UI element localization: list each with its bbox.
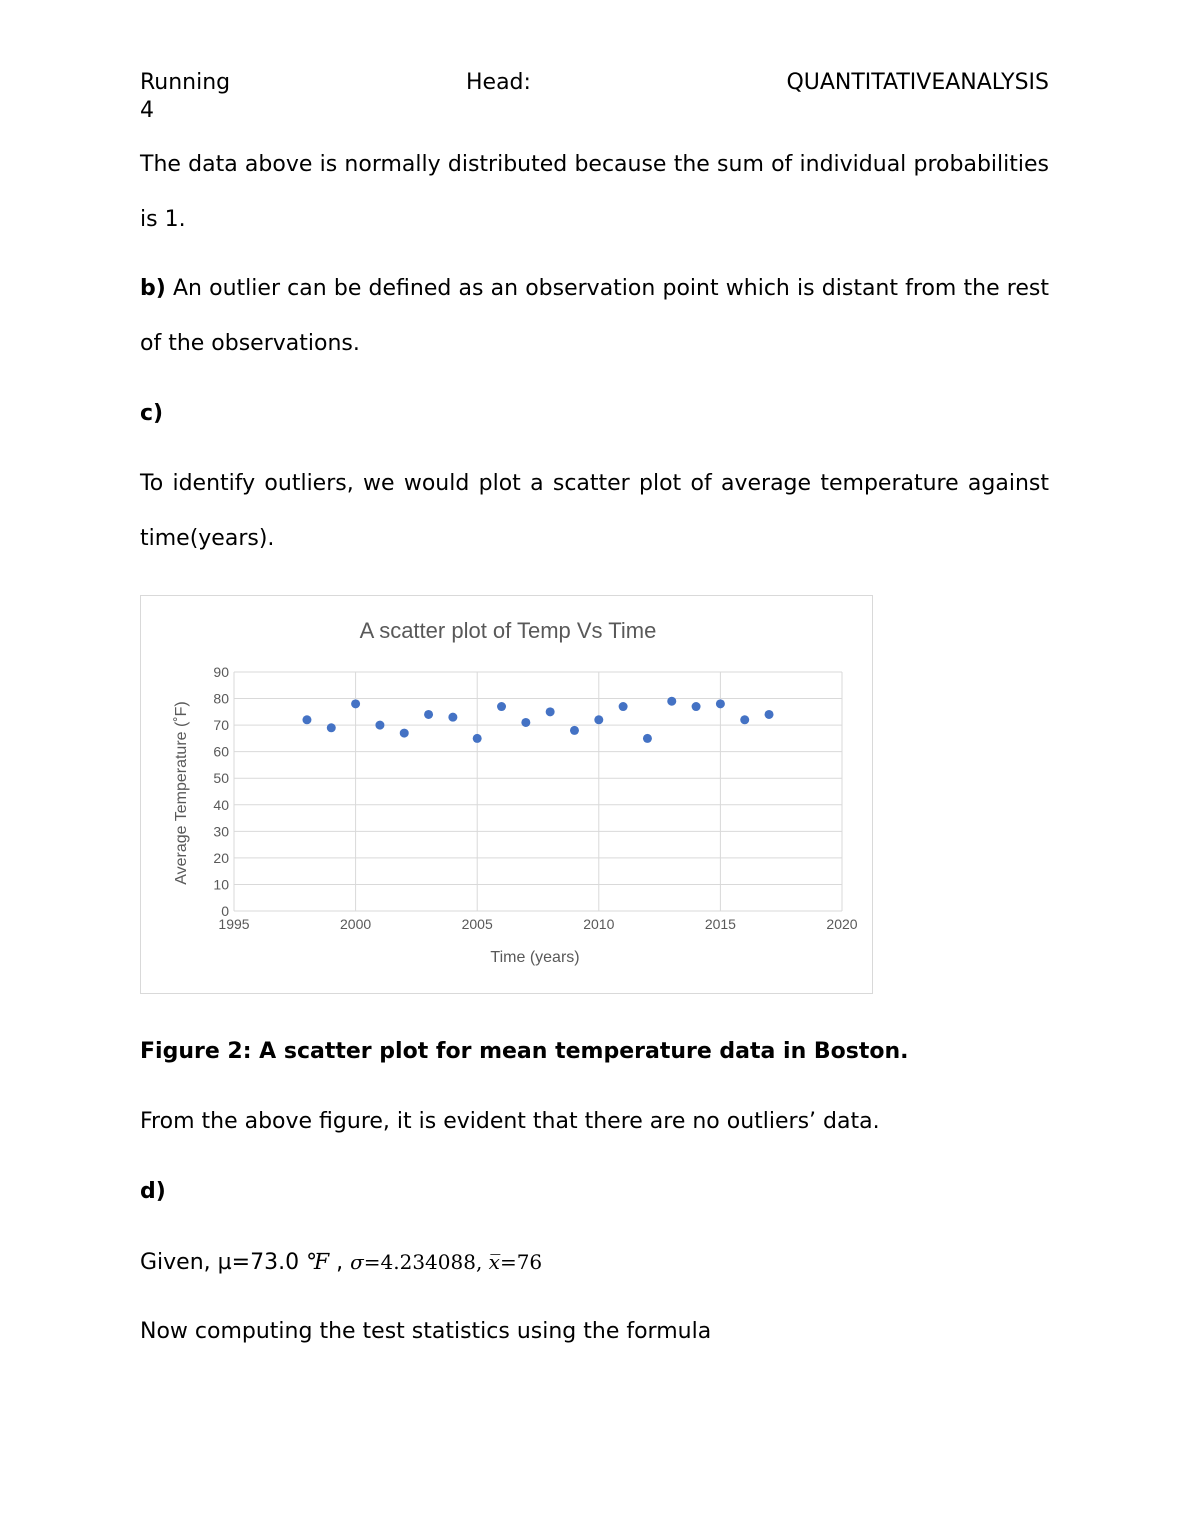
data-point-2012 <box>643 734 652 743</box>
chart-x-axis-label: Time (years) <box>490 949 580 966</box>
given-sigma-value: =4.234088 <box>363 1250 476 1274</box>
given-sigma-symbol: σ <box>350 1250 364 1274</box>
header-title: QUANTITATIVEANALYSIS <box>786 70 1049 95</box>
y-tick-label-70: 70 <box>213 717 229 734</box>
y-tick-label-90: 90 <box>213 664 229 680</box>
data-point-2008 <box>546 707 555 716</box>
paragraph-b <box>140 261 1049 371</box>
x-tick-label-2015: 2015 <box>704 916 736 932</box>
y-tick-label-40: 40 <box>213 796 229 813</box>
running-header <box>140 69 1049 129</box>
given-separator: , <box>329 1250 351 1275</box>
data-point-2016 <box>740 715 749 724</box>
x-tick-label-2020: 2020 <box>826 916 858 932</box>
header-running: Running <box>140 70 231 95</box>
data-point-2011 <box>619 702 628 711</box>
data-point-2006 <box>497 702 506 711</box>
chart-title: A scatter plot of Temp Vs Time <box>359 618 657 643</box>
data-point-1999 <box>327 723 336 732</box>
given-xbar-symbol: x̅ <box>488 1250 500 1274</box>
data-point-2001 <box>375 721 384 730</box>
label-d: d) <box>140 1179 166 1204</box>
y-tick-label-10: 10 <box>213 876 229 893</box>
chart-points <box>302 697 773 743</box>
chart-y-axis-label: Average Temperature (˚F) <box>173 701 190 885</box>
chart-y-ticks <box>213 664 229 919</box>
figure-caption-text: Figure 2: A scatter plot for mean temperature data in Boston. <box>140 1039 909 1064</box>
x-tick-label-1995: 1995 <box>218 916 250 932</box>
x-tick-label-2005: 2005 <box>461 916 493 932</box>
data-point-2004 <box>448 713 457 722</box>
paragraph-conclusion: From the above figure, it is evident that there are no outliers’ data. <box>140 1109 880 1134</box>
x-tick-label-2000: 2000 <box>340 916 372 932</box>
given-unit: ℉ <box>306 1250 330 1275</box>
y-tick-label-50: 50 <box>213 770 229 787</box>
given-xbar-separator: , <box>475 1250 489 1274</box>
heading-c <box>140 386 1049 441</box>
y-tick-label-80: 80 <box>213 690 229 707</box>
data-point-2010 <box>594 715 603 724</box>
figure-caption <box>140 1038 1049 1066</box>
text-b: An outlier can be defined as an observation point which is distant from the rest of the observations. <box>140 276 1049 356</box>
y-tick-label-0: 0 <box>221 903 229 919</box>
label-c: c) <box>140 401 164 426</box>
scatter-chart <box>140 595 873 994</box>
heading-d <box>140 1178 1049 1206</box>
label-b: b) <box>140 276 166 301</box>
data-point-2007 <box>521 718 530 727</box>
y-tick-label-60: 60 <box>213 743 229 760</box>
chart-x-ticks <box>218 916 857 932</box>
header-head: Head: <box>466 70 531 95</box>
data-point-2009 <box>570 726 579 735</box>
chart-gridlines <box>234 672 842 911</box>
scatter-chart-svg <box>141 596 874 995</box>
y-tick-label-30: 30 <box>213 823 229 840</box>
data-point-2015 <box>716 699 725 708</box>
data-point-2005 <box>473 734 482 743</box>
page-number: 4 <box>140 98 154 123</box>
data-point-2017 <box>765 710 774 719</box>
data-point-2000 <box>351 699 360 708</box>
given-mu: Given, µ=73.0 <box>140 1250 307 1275</box>
data-point-2003 <box>424 710 433 719</box>
paragraph-test-statistics: Now computing the test statistics using the formula <box>140 1319 712 1344</box>
paragraph-c: To identify outliers, we would plot a scatter plot of average temperature against time(years). <box>140 471 1049 551</box>
data-point-2013 <box>667 697 676 706</box>
y-tick-label-20: 20 <box>213 849 229 866</box>
given-xbar-value: =76 <box>499 1250 543 1274</box>
given-line <box>140 1248 1049 1277</box>
x-tick-label-2010: 2010 <box>583 916 615 932</box>
data-point-2014 <box>692 702 701 711</box>
data-point-1998 <box>302 715 311 724</box>
data-point-2002 <box>400 729 409 738</box>
paragraph-normal-distribution: The data above is normally distributed because the sum of individual probabilities is 1. <box>140 152 1049 232</box>
